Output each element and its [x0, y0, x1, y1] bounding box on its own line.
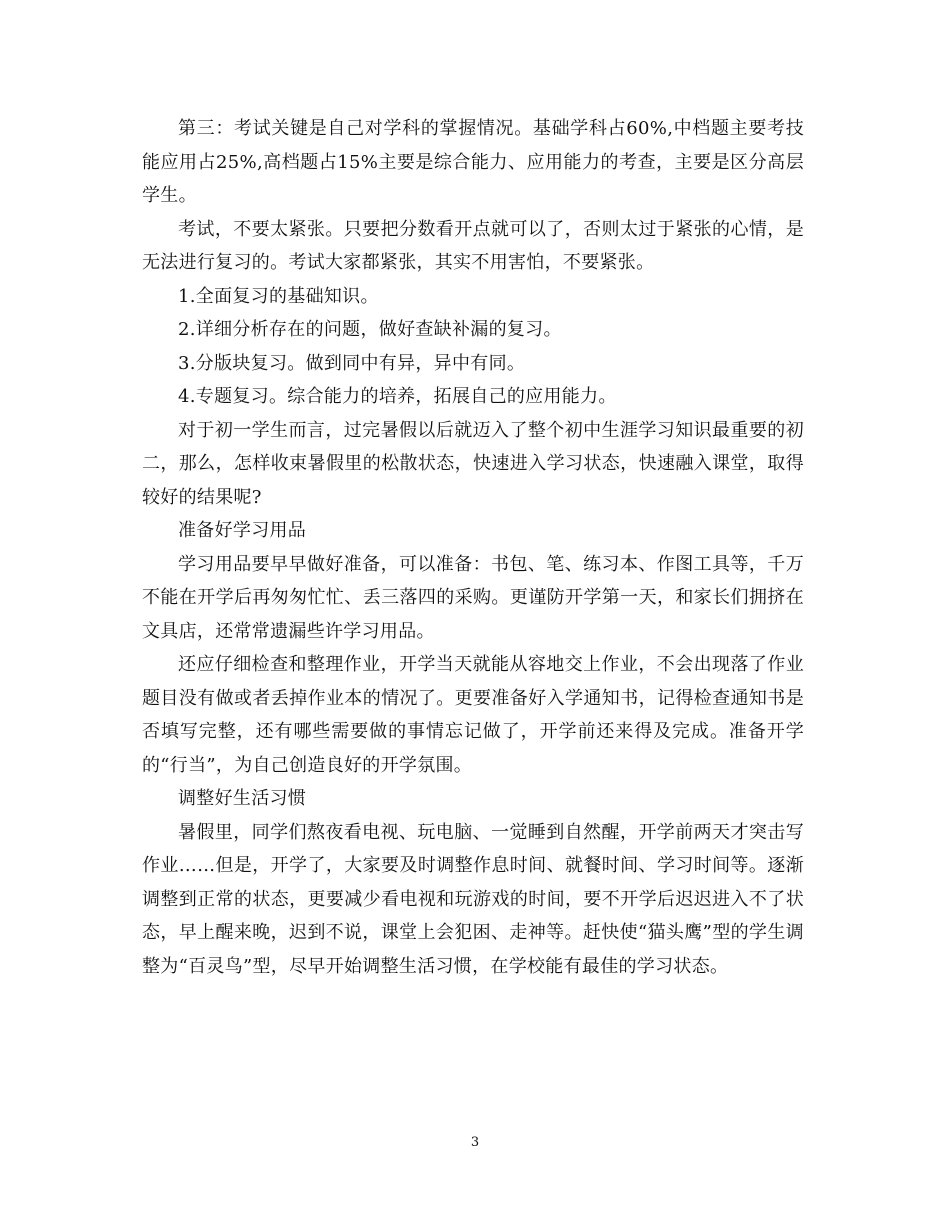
- document-body: [142, 112, 804, 983]
- paragraph-grade-one-students: 对于初一学生而言，过完暑假以后就迈入了整个初中生涯学习知识最重要的初二，那么，怎样收束暑假里的松散状态，快速进入学习状态，快速融入课堂，取得较好的结果呢?: [142, 419, 804, 508]
- section-heading-habits: 调整好生活习惯: [178, 788, 307, 809]
- list-item-2: 2.详细分析存在的问题，做好查缺补漏的复习。: [178, 319, 562, 340]
- list-item-4: 4.专题复习。综合能力的培养，拓展自己的应用能力。: [178, 386, 617, 407]
- section-heading-supplies: 准备好学习用品: [178, 520, 307, 541]
- list-item-1: 1.全面复习的基础知识。: [178, 285, 379, 307]
- paragraph-exam-key: 第三：考试关键是自己对学科的掌握情况。基础学科占60%,中档题主要考技能应用占25%,高档题占15%主要是综合能力、应用能力的考查，主要是区分高层学生。: [142, 118, 804, 206]
- list-item-3: 3.分版块复习。做到同中有异，异中有同。: [178, 352, 526, 374]
- paragraph-dont-be-nervous: 考试，不要太紧张。只要把分数看开点就可以了，否则太过于紧张的心情，是无法进行复习的。考试大家都紧张，其实不用害怕，不要紧张。: [142, 218, 804, 273]
- page-number: 3: [470, 1135, 480, 1150]
- paragraph-supplies: 学习用品要早早做好准备，可以准备：书包、笔、练习本、作图工具等，千万不能在开学后再匆匆忙忙、丢三落四的采购。更谨防开学第一天，和家长们拥挤在文具店，还常常遗漏些许学习用品。: [142, 553, 804, 642]
- paragraph-habits: 暑假里，同学们熬夜看电视、玩电脑、一觉睡到自然醒，开学前两天才突击写作业……但是，开学了，大家要及时调整作息时间、就餐时间、学习时间等。逐渐调整到正常的状态，更要减少看电视和玩游戏的时间，要不开学后迟迟进入不了状态，早上醒来晚，迟到不说，课堂上会犯困、走神等。赶快使“猫头鹰”型的学生调整为“百灵鸟”型，尽早开始调整生活习惯，在学校能有最佳的学习状态。: [142, 821, 804, 977]
- paragraph-homework-check: 还应仔细检查和整理作业，开学当天就能从容地交上作业，不会出现落了作业题目没有做或者丢掉作业本的情况了。更要准备好入学通知书，记得检查通知书是否填写完整，还有哪些需要做的事情忘记做了，开学前还来得及完成。准备开学的“行当”，为自己创造良好的开学氛围。: [142, 654, 804, 776]
